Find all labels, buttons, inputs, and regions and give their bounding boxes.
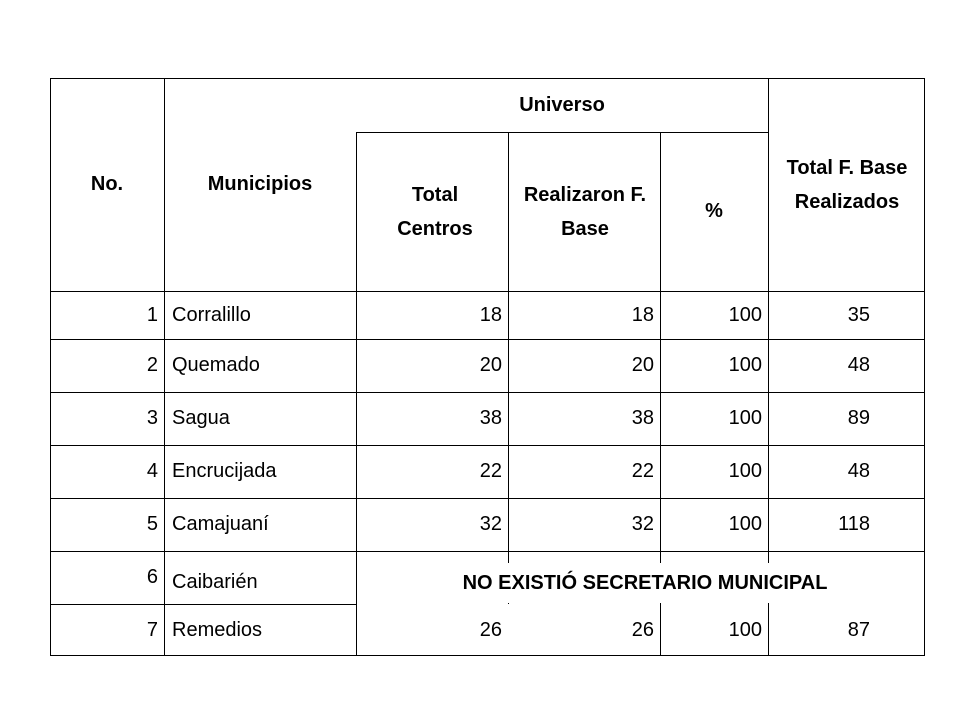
row-realizaron: 20 — [631, 354, 654, 376]
merged-note: NO EXISTIÓ SECRETARIO MUNICIPAL — [390, 563, 900, 603]
row-divider — [50, 551, 925, 552]
row-municipio: Camajuaní — [172, 513, 269, 535]
row-percent: 100 — [728, 618, 762, 641]
row-no: 4 — [146, 460, 158, 482]
row-total-centros: 38 — [479, 407, 502, 429]
row-realizaron: 38 — [631, 407, 654, 429]
row-municipio: Caibarién — [172, 571, 258, 593]
row-percent: 100 — [728, 303, 762, 326]
row-total-centros: 32 — [479, 513, 502, 535]
row-total-centros: 26 — [479, 618, 502, 641]
row-total: 118 — [838, 513, 870, 535]
row-total: 89 — [847, 407, 870, 429]
row-realizaron: 32 — [631, 513, 654, 535]
row-municipio: Corralillo — [172, 303, 251, 326]
row-municipio: Quemado — [172, 354, 260, 376]
row-total: 87 — [847, 618, 870, 641]
row-total-centros: 18 — [479, 303, 502, 326]
header-percent: % — [705, 200, 723, 222]
row-municipio: Sagua — [172, 407, 230, 429]
row-total-centros: 22 — [479, 460, 502, 482]
row-municipio: Remedios — [172, 618, 263, 641]
header-total-centros: Total Centros — [397, 183, 473, 240]
row-percent: 100 — [728, 354, 762, 376]
header-municipios: Municipios — [207, 173, 313, 195]
row-no: 3 — [146, 407, 158, 429]
header-universo: Universo — [519, 93, 605, 116]
row-no: 5 — [146, 513, 158, 535]
row-no: 6 — [146, 566, 158, 588]
row-realizaron: 18 — [631, 303, 654, 326]
row-total: 48 — [847, 460, 870, 482]
row-no: 1 — [146, 303, 158, 326]
border-right — [924, 78, 925, 656]
row-total: 35 — [847, 303, 870, 326]
header-total-realizados: Total F. Base Realizados — [786, 156, 908, 213]
row-realizaron: 26 — [631, 618, 654, 641]
row-total: 48 — [847, 354, 870, 376]
row-percent: 100 — [728, 460, 762, 482]
row-realizaron: 22 — [631, 460, 654, 482]
row-municipio: Encrucijada — [172, 460, 277, 482]
row-percent: 100 — [728, 407, 762, 429]
row-no: 7 — [146, 618, 158, 641]
header-realizaron: Realizaron F. Base — [523, 183, 647, 240]
row-percent: 100 — [728, 513, 762, 535]
row-total-centros: 20 — [479, 354, 502, 376]
data-table — [50, 78, 925, 656]
header-no: No. — [90, 173, 124, 195]
row-no: 2 — [146, 354, 158, 376]
